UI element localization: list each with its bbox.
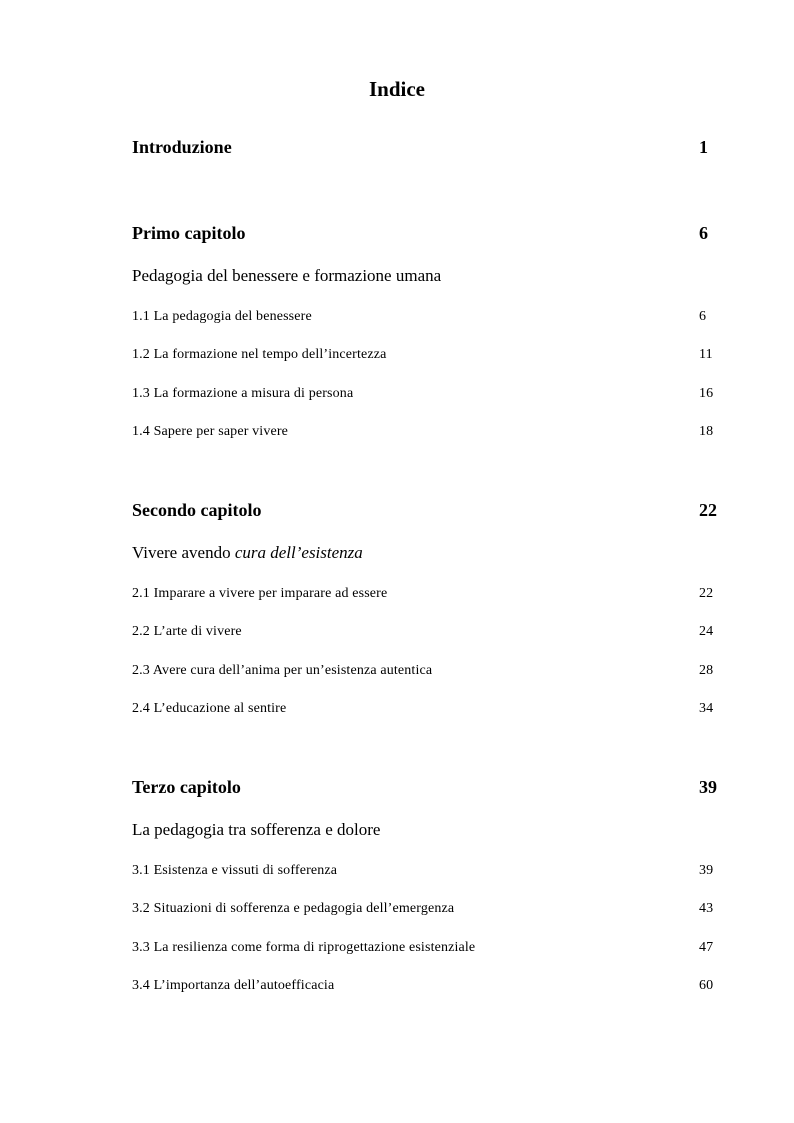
toc-chapter-1-heading [132,221,717,245]
chapter-subtitle-plain: Vivere avendo [132,543,231,562]
toc-entry-page: 1 [699,137,708,157]
section-page: 43 [699,901,714,916]
toc-section-3-1 [132,861,717,885]
toc-section-1-4 [132,422,717,446]
section-page: 24 [699,624,714,639]
toc-section-2-2 [132,622,717,646]
section-label: 2.1 Imparare a vivere per imparare ad essere [132,586,388,601]
toc-section-3-2 [132,899,717,923]
chapter-heading-page: 22 [699,500,717,520]
section-page: 47 [699,940,714,955]
section-label: 1.1 La pedagogia del benessere [132,309,312,324]
toc-section-1-2 [132,345,717,369]
section-label: 3.2 Situazioni di sofferenza e pedagogia dell’emergenza [132,901,455,916]
section-label: 1.4 Sapere per saper vivere [132,424,289,439]
toc-chapter-1-subtitle [132,264,717,288]
chapter-heading-page: 6 [699,223,708,243]
section-label: 3.4 L’importanza dell’autoefficacia [132,978,335,993]
section-page: 16 [699,386,714,401]
page-title: Indice [368,77,425,101]
chapter-subtitle: Pedagogia del benessere e formazione umana [132,266,442,285]
chapter-subtitle [132,541,363,565]
section-label: 2.3 Avere cura dell’anima per un’esistenza autentica [132,663,433,678]
toc-entry-introduction [132,135,717,159]
toc-chapter-2-subtitle [132,541,717,565]
chapter-heading-page: 39 [699,777,717,797]
section-page: 39 [699,863,714,878]
toc-section-1-3 [132,384,717,408]
section-page: 6 [699,309,707,324]
chapter-heading-label: Secondo capitolo [132,500,262,520]
section-page: 18 [699,424,714,439]
toc-chapter-3-heading [132,775,717,799]
section-label: 2.4 L’educazione al sentire [132,701,287,716]
toc-section-2-4 [132,699,717,723]
chapter-subtitle-italic: cura dell’esistenza [234,543,363,562]
section-label: 3.3 La resilienza come forma di riprogettazione esistenziale [132,940,476,955]
section-page: 28 [699,663,714,678]
toc-section-2-1 [132,584,717,608]
section-page: 22 [699,586,714,601]
section-label: 2.2 L’arte di vivere [132,624,242,639]
toc-chapter-3-subtitle [132,818,717,842]
section-page: 11 [699,347,713,362]
chapter-heading-label: Terzo capitolo [132,777,241,797]
section-page: 60 [699,978,714,993]
toc-section-2-3 [132,661,717,685]
section-label: 1.2 La formazione nel tempo dell’incertezza [132,347,387,362]
section-page: 34 [699,701,714,716]
section-label: 3.1 Esistenza e vissuti di sofferenza [132,863,338,878]
section-label: 1.3 La formazione a misura di persona [132,386,354,401]
toc-section-1-1 [132,307,717,331]
chapter-heading-label: Primo capitolo [132,223,246,243]
toc-chapter-2-heading [132,498,717,522]
toc-section-3-4 [132,976,717,1000]
toc-entry-label: Introduzione [132,137,232,157]
toc-section-3-3 [132,938,717,962]
chapter-subtitle: La pedagogia tra sofferenza e dolore [132,820,381,839]
